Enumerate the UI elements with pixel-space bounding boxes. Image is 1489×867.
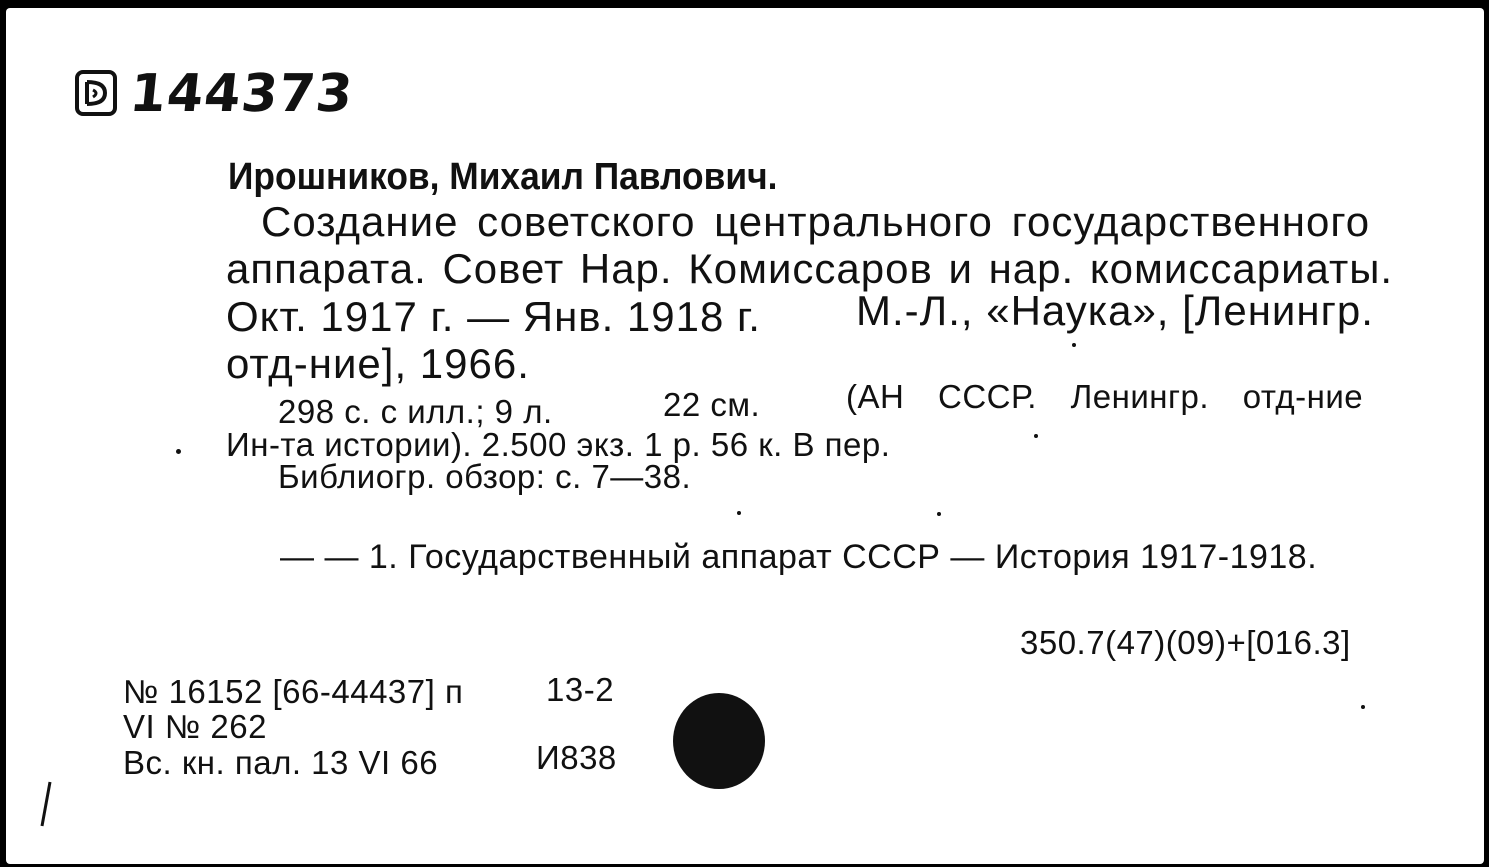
title-line-3b: М.-Л., «Наука», [Ленингр. — [856, 287, 1374, 334]
speck — [937, 512, 941, 516]
subject-heading: — — 1. Государственный аппарат СССР — История 1917-1918. — [280, 538, 1318, 576]
speck — [1361, 705, 1365, 709]
speck — [1072, 343, 1076, 347]
title-line-1: Создание советского центрального государственного — [261, 198, 1371, 245]
speck — [176, 449, 181, 454]
description-series: (АН СССР. Ленингр. отд-ние — [846, 378, 1364, 415]
punch-hole — [673, 693, 765, 789]
description-pages: 298 с. с илл.; 9 л. — [278, 393, 553, 430]
footer-record-number: № 16152 [66-44437] п — [123, 673, 464, 710]
description-bibliography: Библиогр. обзор: с. 7—38. — [278, 458, 692, 495]
description-series-cont: Ин-та истории). 2.500 экз. 1 р. 56 к. В пер. — [226, 426, 891, 463]
catalog-card — [6, 8, 1484, 864]
classification-code: 350.7(47)(09)+[016.3] — [1020, 624, 1351, 661]
footer-code: 13-2 — [546, 671, 615, 708]
card-number: 144373 — [126, 64, 357, 124]
title-line-4: отд-ние], 1966. — [226, 340, 530, 387]
footer-author-sign: И838 — [536, 739, 617, 776]
speck — [737, 511, 741, 515]
title-line-2: аппарата. Совет Нар. Комиссаров и нар. комиссариаты. — [226, 245, 1394, 292]
stamp-icon — [75, 70, 119, 118]
pen-mark — [36, 780, 56, 830]
description-size: 22 см. — [663, 386, 761, 423]
author-heading: Ирошников, Михаил Павлович. — [228, 156, 778, 198]
speck — [1034, 434, 1038, 438]
footer-volume: VI № 262 — [123, 708, 267, 745]
title-line-3a: Окт. 1917 г. — Янв. 1918 г. — [226, 293, 761, 340]
footer-chamber-date: Вс. кн. пал. 13 VI 66 — [123, 744, 439, 781]
